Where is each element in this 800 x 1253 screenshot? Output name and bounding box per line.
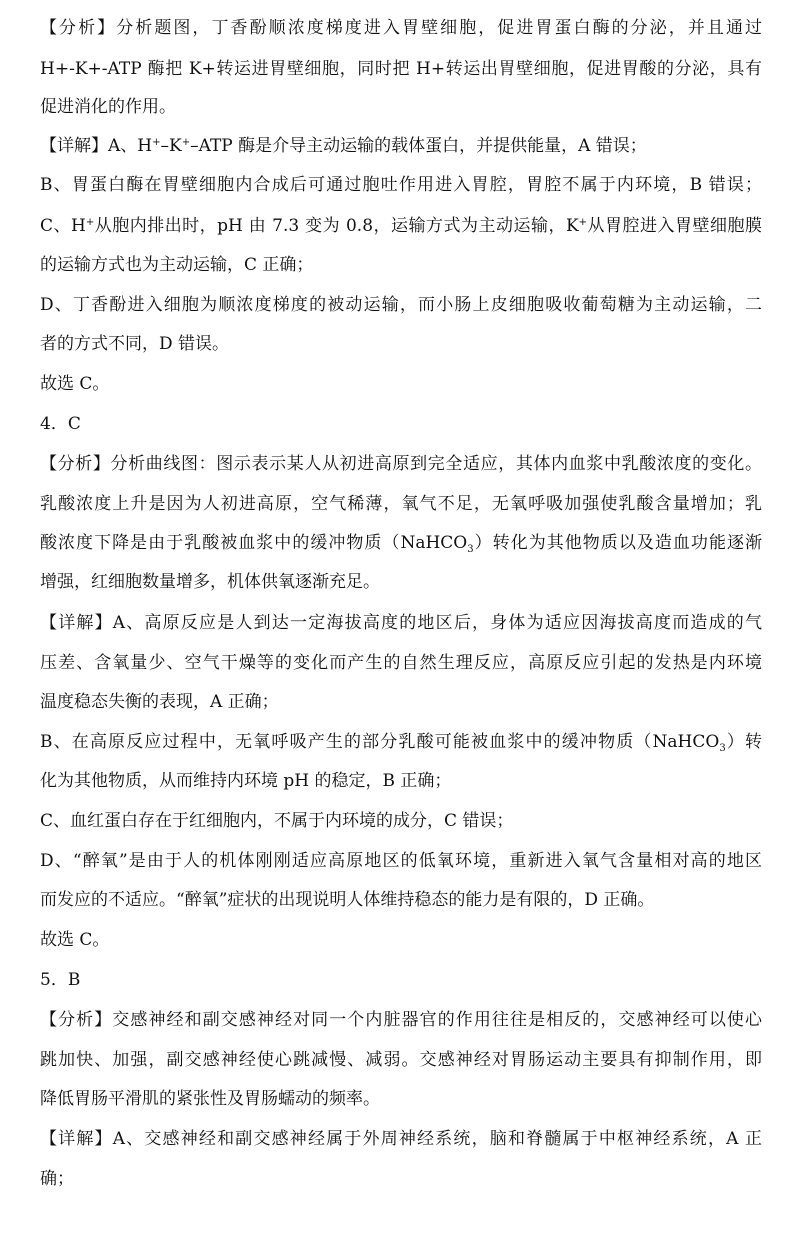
analysis-q5-line-3: 降低胃肠平滑肌的紧张性及胃肠蠕动的频率。 <box>40 1089 380 1109</box>
detail-q4-option-d-line-1: D、“醉氧”是由于人的机体刚刚适应高原地区的低氧环境，重新进入氧气含量相对高的地区 <box>40 851 762 871</box>
analysis-q4-line-2: 乳酸浓度上升是因为人初进高原，空气稀薄，氧气不足，无氧呼吸加强使乳酸含量增加；乳 <box>40 494 762 514</box>
analysis-q3-line-1: 【分析】分析题图，丁香酚顺浓度梯度进入胃壁细胞，促进胃蛋白酶的分泌，并且通过 <box>40 18 762 38</box>
detail-q5-option-a-line-2: 确； <box>40 1169 74 1189</box>
detail-q5-option-a-line-1: 【详解】A、交感神经和副交感神经属于外周神经系统，脑和脊髓属于中枢神经系统，A 正 <box>40 1129 762 1149</box>
detail-q3-option-b: B、胃蛋白酶在胃壁细胞内合成后可通过胞吐作用进入胃腔，胃腔不属于内环境，B 错误； <box>40 175 762 195</box>
text-segment: –ATP 酶是介导主动运输的载体蛋白，并提供能量，A 错误； <box>190 136 647 156</box>
text-segment: 从胞内排出时，pH 由 7.3 变为 0.8，运输方式为主动运输，K <box>94 216 579 236</box>
text-segment: 【详解】A、H <box>40 136 153 156</box>
superscript: + <box>152 137 161 148</box>
text-segment: –K <box>160 136 182 156</box>
detail-q3-option-c-line-1 <box>40 213 762 239</box>
text-segment: B、在高原反应过程中，无氧呼吸产生的部分乳酸可能被血浆中的缓冲物质（NaHCO <box>40 732 720 752</box>
analysis-q3-line-2: H+-K+-ATP 酶把 K+转运进胃壁细胞，同时把 H+转运出胃壁细胞，促进胃酸的分泌，具有 <box>40 59 762 79</box>
detail-q4-option-c: C、血红蛋白存在于红细胞内，不属于内环境的成分，C 错误； <box>40 811 514 831</box>
question-4-heading: 4．C <box>40 414 81 434</box>
detail-q4-option-a-line-3: 温度稳态失衡的表现，A 正确； <box>40 692 279 712</box>
analysis-q4-line-1: 【分析】分析曲线图：图示表示某人从初进高原到完全适应，其体内血浆中乳酸浓度的变化。 <box>40 454 762 474</box>
detail-q4-option-b-line-2: 化为其他物质，从而维持内环境 pH 的稳定，B 正确； <box>40 771 452 791</box>
text-segment: ）转化为其他物质以及造血功能逐渐 <box>473 533 762 553</box>
superscript: + <box>85 217 95 228</box>
text-segment: ）转 <box>725 732 762 752</box>
subscript: 3 <box>719 743 726 754</box>
answer-q4: 故选 C。 <box>40 930 110 950</box>
analysis-q5-line-2: 跳加快、加强，副交感神经使心跳减慢、减弱。交感神经对胃肠运动主要具有抑制作用，即 <box>40 1050 762 1070</box>
text-segment: C、H <box>40 216 86 236</box>
analysis-q4-line-3 <box>40 530 762 556</box>
detail-q3-option-c-line-2: 的运输方式也为主动运输，C 正确； <box>40 255 314 275</box>
detail-q4-option-a-line-2: 压差、含氧量少、空气干燥等的变化而产生的自然生理反应，高原反应引起的发热是内环境 <box>40 653 762 673</box>
analysis-q4-line-4: 增强，红细胞数量增多，机体供氧逐渐充足。 <box>40 572 380 592</box>
subscript: 3 <box>467 544 474 555</box>
superscript: + <box>181 137 191 148</box>
detail-q3-option-d-line-1: D、丁香酚进入细胞为顺浓度梯度的被动运输，而小肠上皮细胞吸收葡萄糖为主动运输，二 <box>40 295 762 315</box>
detail-q4-option-d-line-2: 而发应的不适应。“醉氧”症状的出现说明人体维持稳态的能力是有限的，D 正确。 <box>40 890 655 910</box>
detail-q3-option-a <box>40 133 762 159</box>
detail-q3-option-d-line-2: 者的方式不同，D 错误。 <box>40 334 230 354</box>
analysis-q3-line-3: 促进消化的作用。 <box>40 97 176 117</box>
text-segment: 酸浓度下降是由于乳酸被血浆中的缓冲物质（NaHCO <box>40 533 468 553</box>
answer-q3: 故选 C。 <box>40 374 110 394</box>
detail-q4-option-a-line-1: 【详解】A、高原反应是人到达一定海拔高度的地区后，身体为适应因海拔高度而造成的气 <box>40 613 762 633</box>
analysis-q5-line-1: 【分析】交感神经和副交感神经对同一个内脏器官的作用往往是相反的，交感神经可以使心 <box>40 1010 762 1030</box>
question-5-heading: 5．B <box>40 970 81 990</box>
text-segment: 从胃腔进入胃壁细胞膜 <box>587 216 762 236</box>
superscript: + <box>578 217 588 228</box>
detail-q4-option-b-line-1 <box>40 729 762 755</box>
